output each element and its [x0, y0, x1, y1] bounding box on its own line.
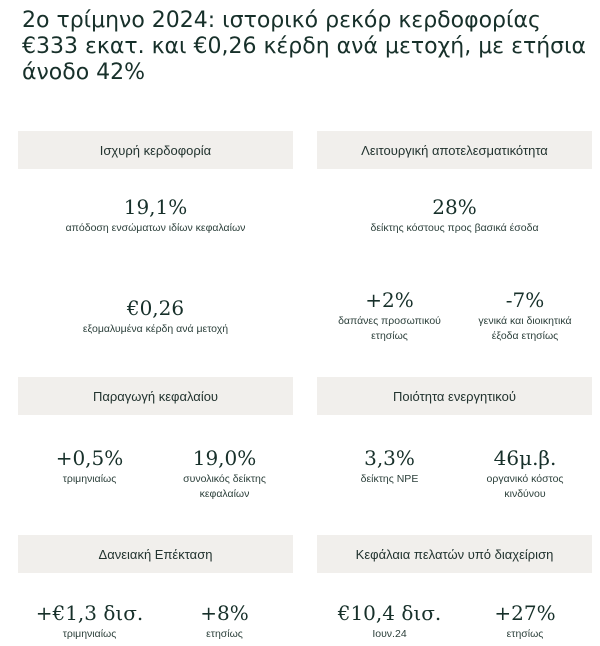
panel-asset-quality: [317, 377, 592, 415]
metric-eps: [18, 296, 293, 337]
panel-title: Λειτουργική αποτελεσματικότητα: [361, 142, 548, 158]
metric-rote: [18, 195, 293, 236]
metric-capital-qoq: [22, 446, 157, 487]
metric-loans-qoq: [22, 601, 157, 642]
panel-aum: [317, 535, 592, 573]
metric-value: 19,0%: [192, 446, 257, 470]
panel-title: Δανειακή Επέκταση: [98, 546, 213, 562]
metric-label: δαπάνες προσωπικού: [338, 315, 441, 327]
panel-title: Ποιότητα ενεργητικού: [393, 388, 516, 404]
metric-label: τριμηνιαίως: [62, 628, 117, 640]
metric-value: 28%: [432, 195, 477, 219]
metric-label: Ιουν.24: [372, 628, 407, 640]
metric-value: +8%: [200, 601, 249, 625]
metric-label: οργανικό κόστος: [486, 473, 564, 485]
headline: 2ο τρίμηνο 2024: ιστορικό ρεκόρ κερδοφορίας €333 εκατ. και €0,26 κέρδη ανά μετοχή, με ετήσια άνοδο 42%: [22, 8, 587, 85]
panel-title: Κεφάλαια πελατών υπό διαχείριση: [355, 546, 554, 562]
panel-efficiency: [317, 131, 592, 169]
metric-label: απόδοση ενσώματων ιδίων κεφαλαίων: [65, 222, 246, 234]
metric-value: 3,3%: [364, 446, 415, 470]
metric-value: €10,4 δισ.: [337, 601, 442, 625]
metric-label: δείκτης κόστους προς βασικά έσοδα: [370, 222, 539, 234]
metric-value: +0,5%: [55, 446, 124, 470]
metric-value: €0,26: [126, 296, 185, 320]
metric-label: συνολικός δείκτης: [183, 473, 266, 485]
metric-cost-income: [317, 195, 592, 236]
panel-title: Ισχυρή κερδοφορία: [99, 142, 212, 158]
panel-capital: [18, 377, 293, 415]
metric-label: δείκτης NPE: [360, 473, 419, 485]
metric-aum-yoy: [455, 601, 595, 642]
metric-staff-costs: [322, 288, 457, 344]
panel-title: Παραγωγή κεφαλαίου: [92, 388, 219, 404]
metric-label: γενικά και διοικητικά: [478, 315, 572, 327]
metric-value: +27%: [494, 601, 556, 625]
panel-profitability: [18, 131, 293, 169]
metric-value: +2%: [365, 288, 414, 312]
metric-label: ετησίως: [206, 628, 243, 640]
metric-label: ετησίως: [371, 330, 408, 342]
metric-value: -7%: [505, 288, 545, 312]
metric-label: κεφαλαίων: [199, 488, 250, 500]
metric-label: εξομαλυμένα κέρδη ανά μετοχή: [82, 323, 229, 335]
metric-label: τριμηνιαίως: [62, 473, 117, 485]
metric-value: 19,1%: [123, 195, 188, 219]
metric-value: 46μ.β.: [493, 446, 557, 470]
metric-aum-total: [322, 601, 457, 642]
metric-label: ετησίως: [506, 628, 544, 640]
metric-cost-of-risk: [455, 446, 595, 502]
metric-total-capital-ratio: [157, 446, 292, 502]
metric-loans-yoy: [157, 601, 292, 642]
metric-label: κινδύνου: [504, 488, 546, 500]
metric-ga-expenses: [455, 288, 595, 344]
metric-npe-ratio: [322, 446, 457, 487]
metric-value: +€1,3 δισ.: [35, 601, 144, 625]
metric-label: έξοδα ετησίως: [491, 330, 559, 342]
panel-lending: [18, 535, 293, 573]
